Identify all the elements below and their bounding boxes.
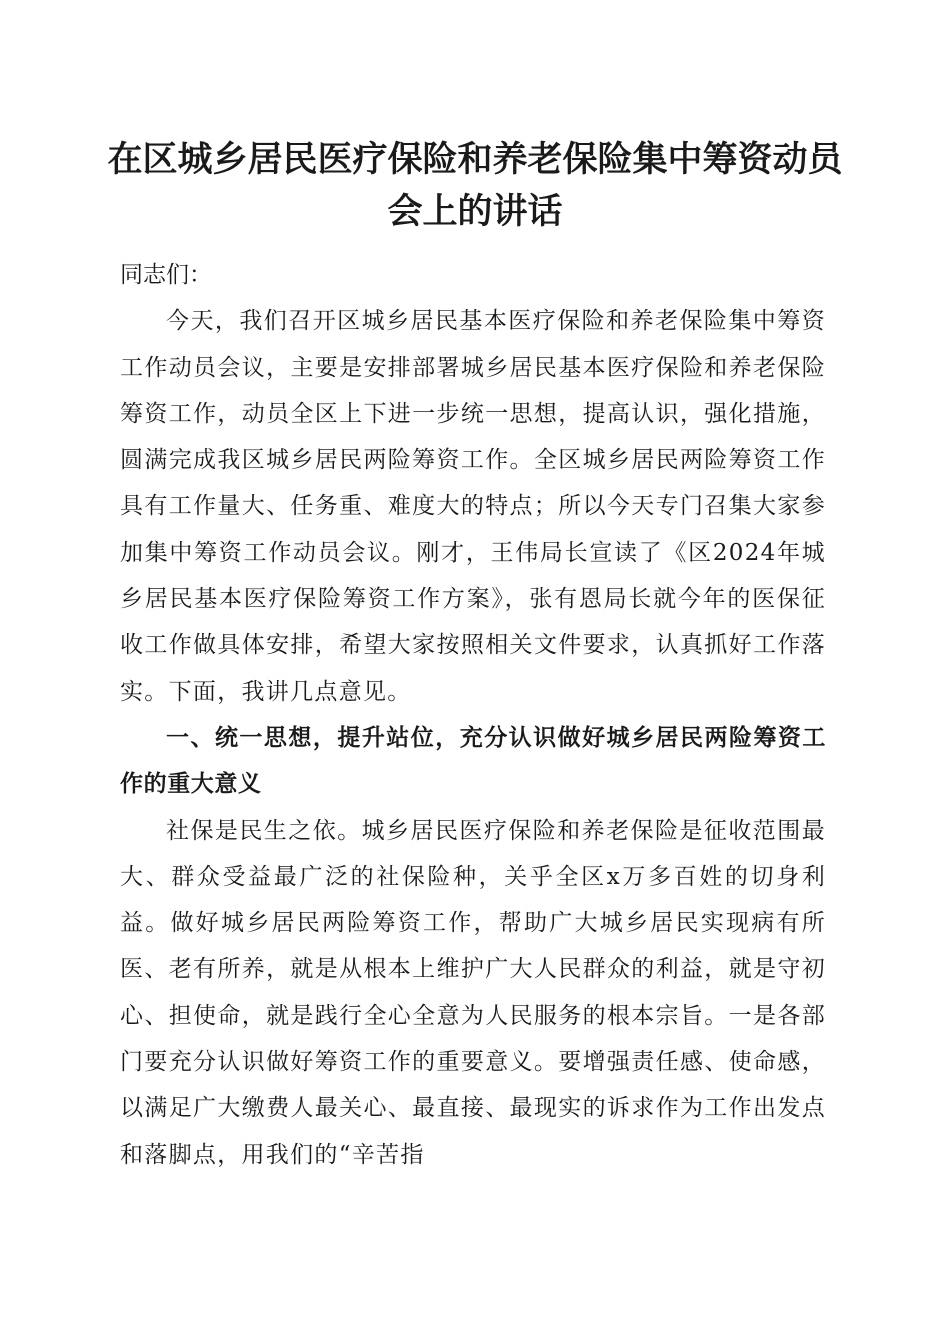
document-body [120,252,826,1178]
intro-paragraph: 今天，我们召开区城乡居民基本医疗保险和养老保险集中筹资工作动员会议，主要是安排部署城乡居民基本医疗保险和养老保险筹资工作，动员全区上下进一步统一思想，提高认识，强化措施，圆满完成我区城乡居民两险筹资工作。全区城乡居民两险筹资工作具有工作量大、任务重、难度大的特点；所以今天专门召集大家参加集中筹资工作动员会议。刚才，王伟局长宣读了《区2024年城乡居民基本医疗保险筹资工作方案》，张有恩局长就今年的医保征收工作做具体安排，希望大家按照相关文件要求，认真抓好工作落实。下面，我讲几点意见。 [120,308,826,705]
salutation: 同志们： [120,262,212,288]
section-heading: 一、统一思想，提升站位，充分认识做好城乡居民两险筹资工作的重大意义 [120,724,826,798]
section-paragraph: 社保是民生之依。城乡居民医疗保险和养老保险是征收范围最大、群众受益最广泛的社保险种，关乎全区x万多百姓的切身利益。做好城乡居民两险筹资工作，帮助广大城乡居民实现病有所医、老有所养，就是从根本上维护广大人民群众的利益，就是守初心、担使命，就是践行全心全意为人民服务的根本宗旨。一是各部门要充分认识做好筹资工作的重要意义。要增强责任感、使命感，以满足广大缴费人最关心、最直接、最现实的诉求作为工作出发点和落脚点，用我们的“辛苦指 [120,817,826,1168]
document-title: 在区城乡居民医疗保险和养老保险集中筹资动员会上的讲话 [107,139,843,232]
